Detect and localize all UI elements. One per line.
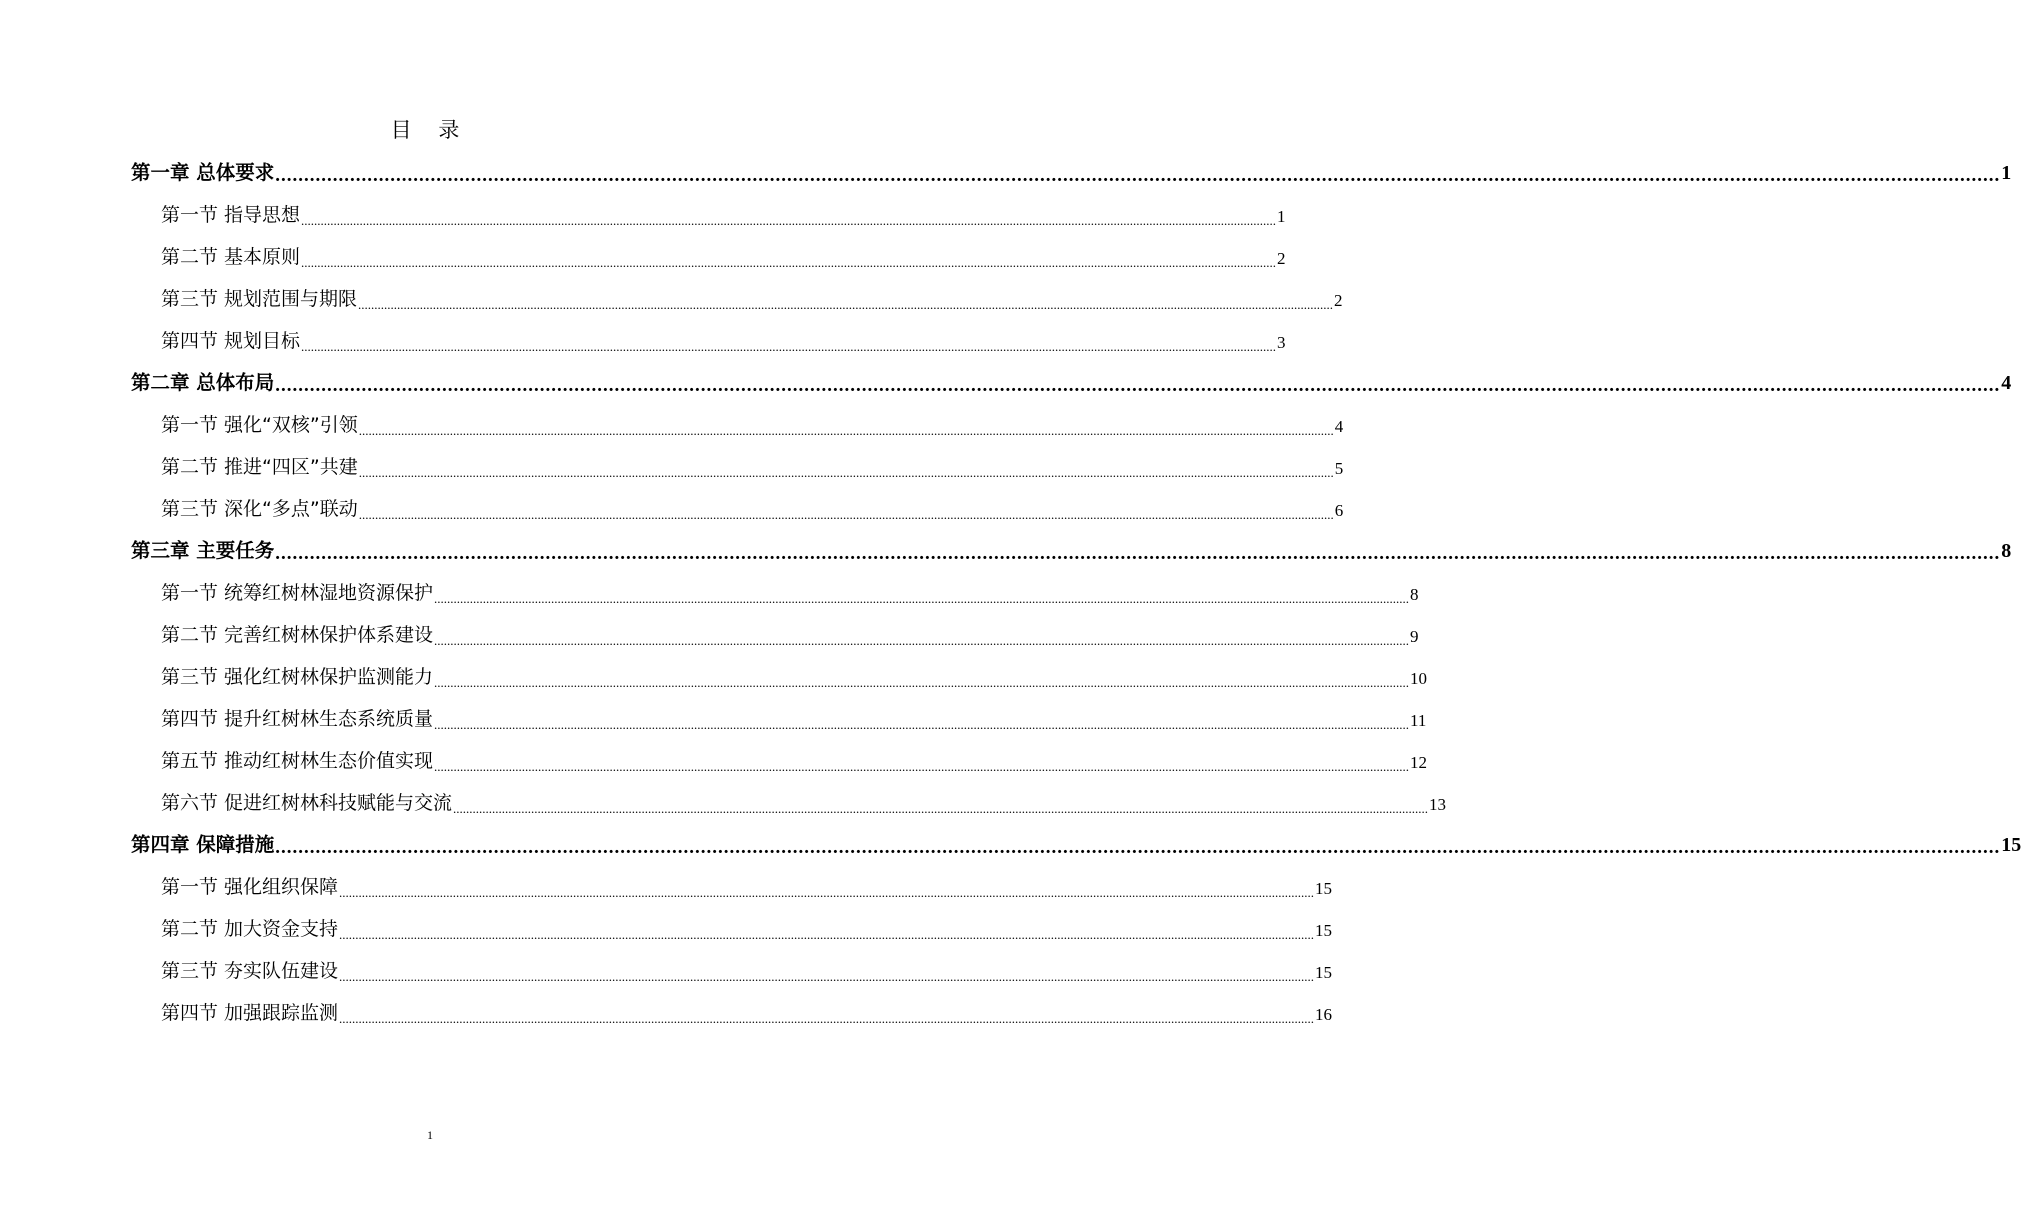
dot-leader: ............................................................................................................................................................................................................................................................................................................ (275, 165, 2001, 186)
toc-entry-page: 8 (1410, 585, 1419, 604)
toc-entry-section[interactable] (131, 571, 1419, 613)
toc-entry-section[interactable] (131, 193, 1286, 235)
toc-entry-label: 第二节 推进“四区”共建 (161, 456, 358, 478)
toc-entry-page: 2 (1277, 249, 1286, 268)
dot-leader: ............................................................................................................................................................................................................................................................................................................ (301, 255, 1277, 270)
dot-leader: ............................................................................................................................................................................................................................................................................................................ (434, 591, 1410, 606)
dot-leader: ............................................................................................................................................................................................................................................................................................................ (434, 759, 1410, 774)
toc-entry-page: 3 (1277, 333, 1286, 352)
toc-entry-section[interactable] (131, 697, 1427, 739)
toc-entry-section[interactable] (131, 403, 1344, 445)
toc-entry-label: 第四节 提升红树林生态系统质量 (161, 708, 434, 730)
toc-entry-label: 第一节 统筹红树林湿地资源保护 (161, 582, 434, 604)
toc-entry-label: 第二章 总体布局 (131, 371, 275, 394)
dot-leader: ............................................................................................................................................................................................................................................................................................................ (434, 633, 1410, 648)
toc-entry-page: 1 (2001, 162, 2012, 184)
dot-leader: ............................................................................................................................................................................................................................................................................................................ (358, 465, 1334, 480)
toc-entry-page: 15 (1315, 879, 1333, 898)
toc-entry-label: 第二节 基本原则 (161, 246, 301, 268)
toc-entry-page: 4 (2001, 372, 2012, 394)
toc-entry-page: 13 (1429, 795, 1447, 814)
toc-entry-label: 第五节 推动红树林生态价值实现 (161, 750, 434, 772)
dot-leader: ............................................................................................................................................................................................................................................................................................................ (434, 717, 1410, 732)
toc-entry-page: 15 (1315, 963, 1333, 982)
toc-list (131, 151, 2021, 1033)
dot-leader: ............................................................................................................................................................................................................................................................................................................ (358, 297, 1334, 312)
toc-entry-chapter[interactable] (131, 823, 2021, 865)
dot-leader: ............................................................................................................................................................................................................................................................................................................ (301, 339, 1277, 354)
dot-leader: ............................................................................................................................................................................................................................................................................................................ (358, 423, 1334, 438)
toc-entry-chapter[interactable] (131, 529, 2012, 571)
toc-entry-label: 第一节 强化组织保障 (161, 876, 339, 898)
dot-leader: ............................................................................................................................................................................................................................................................................................................ (275, 837, 2001, 858)
toc-entry-section[interactable] (131, 277, 1343, 319)
toc-entry-section[interactable] (131, 991, 1333, 1033)
toc-entry-page: 4 (1334, 417, 1344, 436)
toc-entry-page: 15 (2001, 834, 2021, 856)
toc-entry-label: 第二节 加大资金支持 (161, 918, 339, 940)
dot-leader: ............................................................................................................................................................................................................................................................................................................ (301, 213, 1277, 228)
dot-leader: ............................................................................................................................................................................................................................................................................................................ (434, 675, 1410, 690)
toc-entry-label: 第四节 加强跟踪监测 (161, 1002, 339, 1024)
toc-entry-page: 16 (1315, 1005, 1333, 1024)
dot-leader: ............................................................................................................................................................................................................................................................................................................ (275, 375, 2001, 396)
dot-leader: ............................................................................................................................................................................................................................................................................................................ (453, 801, 1429, 816)
toc-entry-section[interactable] (131, 655, 1428, 697)
toc-entry-page: 5 (1334, 459, 1344, 478)
toc-entry-label: 第三节 强化红树林保护监测能力 (161, 666, 434, 688)
page-number: 1 (427, 1128, 433, 1142)
toc-entry-label: 第三节 深化“多点”联动 (161, 498, 358, 520)
toc-entry-page: 15 (1315, 921, 1333, 940)
toc-entry-page: 6 (1334, 501, 1344, 520)
toc-entry-section[interactable] (131, 487, 1344, 529)
toc-entry-label: 第六节 促进红树林科技赋能与交流 (161, 792, 453, 814)
dot-leader: ............................................................................................................................................................................................................................................................................................................ (339, 969, 1315, 984)
toc-entry-label: 第三节 夯实队伍建设 (161, 960, 339, 982)
toc-entry-chapter[interactable] (131, 151, 2012, 193)
toc-entry-label: 第四章 保障措施 (131, 833, 275, 856)
dot-leader: ............................................................................................................................................................................................................................................................................................................ (358, 507, 1334, 522)
toc-entry-page: 11 (1410, 711, 1427, 730)
dot-leader: ............................................................................................................................................................................................................................................................................................................ (339, 885, 1315, 900)
toc-entry-section[interactable] (131, 613, 1419, 655)
toc-entry-label: 第一节 强化“双核”引领 (161, 414, 358, 436)
toc-entry-label: 第四节 规划目标 (161, 330, 301, 352)
toc-entry-page: 10 (1410, 669, 1428, 688)
toc-entry-label: 第二节 完善红树林保护体系建设 (161, 624, 434, 646)
toc-entry-section[interactable] (131, 781, 1447, 823)
toc-entry-page: 9 (1410, 627, 1419, 646)
toc-entry-section[interactable] (131, 235, 1286, 277)
toc-entry-label: 第一章 总体要求 (131, 161, 275, 184)
dot-leader: ............................................................................................................................................................................................................................................................................................................ (339, 1011, 1315, 1026)
toc-entry-chapter[interactable] (131, 361, 2012, 403)
toc-entry-page: 8 (2001, 540, 2012, 562)
toc-entry-label: 第一节 指导思想 (161, 204, 301, 226)
toc-entry-section[interactable] (131, 865, 1333, 907)
toc-title: 目 录 (390, 118, 470, 142)
toc-entry-section[interactable] (131, 907, 1333, 949)
toc-entry-page: 1 (1277, 207, 1286, 226)
dot-leader: ............................................................................................................................................................................................................................................................................................................ (275, 543, 2001, 564)
toc-entry-page: 12 (1410, 753, 1428, 772)
toc-entry-section[interactable] (131, 949, 1333, 991)
toc-entry-label: 第三章 主要任务 (131, 539, 275, 562)
toc-entry-page: 2 (1334, 291, 1343, 310)
toc-entry-section[interactable] (131, 445, 1344, 487)
toc-entry-section[interactable] (131, 739, 1428, 781)
toc-entry-label: 第三节 规划范围与期限 (161, 288, 358, 310)
toc-entry-section[interactable] (131, 319, 1286, 361)
dot-leader: ............................................................................................................................................................................................................................................................................................................ (339, 927, 1315, 942)
